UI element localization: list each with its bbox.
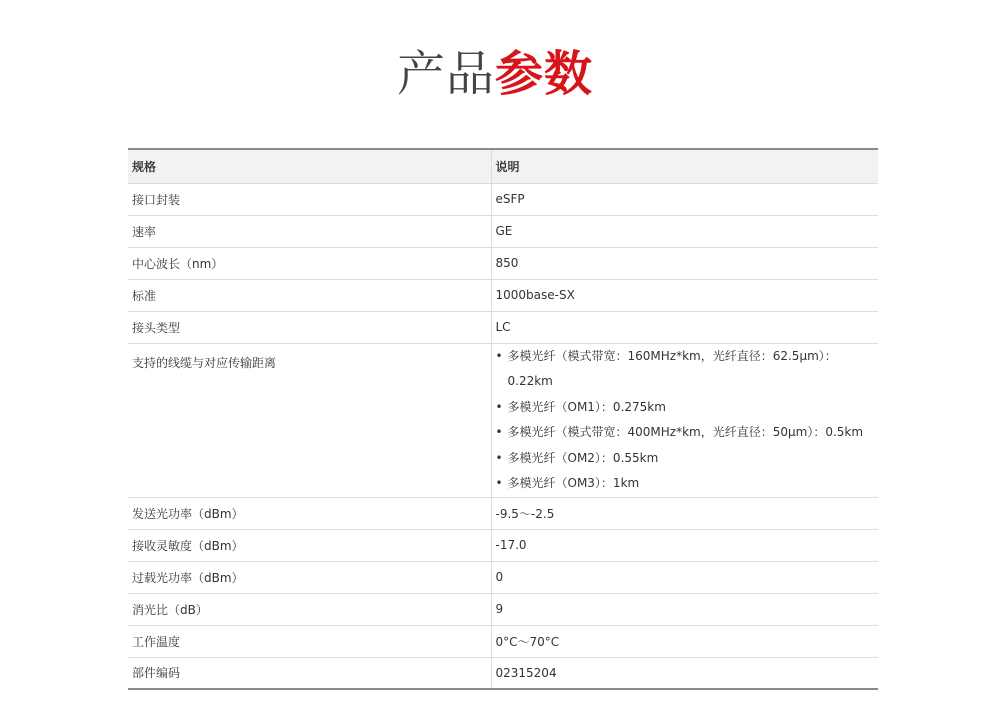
header-spec: 规格	[128, 149, 491, 183]
row-key: 部件编码	[128, 657, 491, 689]
table-header-row	[128, 149, 878, 183]
table-row	[128, 183, 878, 215]
header-description: 说明	[491, 149, 878, 183]
row-value-bullets	[491, 343, 878, 497]
page-title	[0, 38, 990, 110]
row-key: 接头类型	[128, 311, 491, 343]
table-row	[128, 625, 878, 657]
row-value: 0°C～70°C	[491, 625, 878, 657]
row-value: 0	[491, 561, 878, 593]
table-row	[128, 657, 878, 689]
row-value: -17.0	[491, 529, 878, 561]
table-row	[128, 593, 878, 625]
list-item: • 多模光纤（OM2）：0.55km	[496, 446, 875, 472]
table-row	[128, 311, 878, 343]
spec-table	[128, 148, 878, 690]
page-title-part1: 产品	[396, 46, 495, 102]
row-key: 支持的线缆与对应传输距离	[128, 343, 491, 497]
row-key: 过载光功率（dBm）	[128, 561, 491, 593]
row-value: 850	[491, 247, 878, 279]
row-key: 消光比（dB）	[128, 593, 491, 625]
table-row	[128, 247, 878, 279]
table-row	[128, 215, 878, 247]
row-key: 发送光功率（dBm）	[128, 497, 491, 529]
list-item: • 多模光纤（模式带宽：400MHz*km，光纤直径：50μm）：0.5km	[496, 420, 875, 446]
table-row	[128, 279, 878, 311]
row-key: 标准	[128, 279, 491, 311]
row-value: GE	[491, 215, 878, 247]
table-row	[128, 343, 878, 497]
table-row	[128, 561, 878, 593]
page-title-part2: 参数	[495, 46, 594, 102]
table-row	[128, 529, 878, 561]
row-key: 中心波长（nm）	[128, 247, 491, 279]
row-key: 速率	[128, 215, 491, 247]
row-value: eSFP	[491, 183, 878, 215]
row-value: LC	[491, 311, 878, 343]
table-row	[128, 497, 878, 529]
row-value: 02315204	[491, 657, 878, 689]
list-item: • 多模光纤（模式带宽：160MHz*km，光纤直径：62.5μm）：0.22km	[496, 344, 875, 395]
distance-list	[496, 344, 875, 497]
row-key: 接口封装	[128, 183, 491, 215]
row-key: 接收灵敏度（dBm）	[128, 529, 491, 561]
list-item: • 多模光纤（OM1）：0.275km	[496, 395, 875, 421]
list-item: • 多模光纤（OM3）：1km	[496, 471, 875, 497]
row-value: 1000base-SX	[491, 279, 878, 311]
row-value: 9	[491, 593, 878, 625]
row-key: 工作温度	[128, 625, 491, 657]
row-value: -9.5～-2.5	[491, 497, 878, 529]
